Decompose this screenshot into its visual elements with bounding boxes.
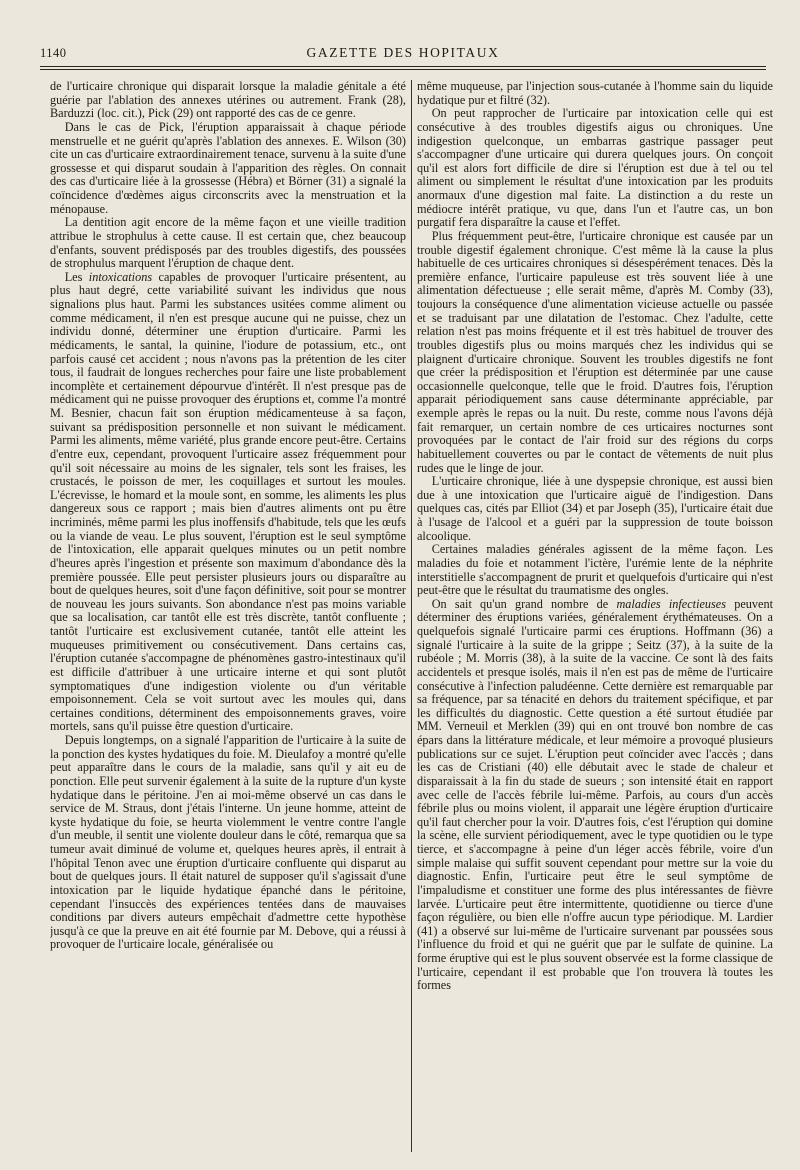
- paragraph: L'urticaire chronique, liée à une dyspepsie chronique, est aussi bien due à une intoxication que l'urticaire aiguë de l'indigestion. Dans quelques cas, cités par Elliot (34) et par Joseph (35), l'urticaire était due à l'usage de l'alcool et a guéri par la suppression de toute boisson alcoolique.: [417, 474, 773, 543]
- paragraph: [417, 598, 773, 993]
- paragraph: [50, 271, 406, 734]
- column-divider: [411, 80, 412, 1152]
- header-rule-bottom: [40, 69, 766, 70]
- paragraph-text: capables de provoquer l'urticaire présentent, au plus haut degré, cette variabilité suivant les individus que nous signalions plus haut. Parmi les substances usitées comme aliment ou comme médicament, il n'en est presque aucune qui ne puisse, chez un individu donné, déterminer une éruption d'urticaire. Parmi les médicaments, le santal, la quinine, l'iodure de potassium, etc., ont parfois causé cet accident ; nous n'avons pas la prétention de les citer tous, il faudrait de longues recherches pour faire une liste probablement incomplète et certainement dépourvue d'intérêt. Il n'est presque pas de médicament qui ne puisse provoquer des éruptions et, comme l'a montré M. Besnier, chacun fait son éruption médicamenteuse à sa façon, suivant sa prédisposition personnelle et non suivant le médicament. Parmi les aliments, même variété, plus grande encore peut-être. Certains d'entre eux, cependant, provoquent l'urticaire assez fréquemment pour qu'il soit nécessaire au moins de les signaler, tels sont les fraises, les crustacés, le poisson de mer, les coquillages et surtout les moules. L'écrevisse, le homard et la moule sont, en somme, les aliments les plus dangereux sous ce rapport ; mais bien d'autres aliments ont pu être incriminés, même parmi les plus inoffensifs d'habitude, tels que les œufs ou la viande de veau. Le plus souvent, l'éruption est le seul symptôme de l'intoxication, elle apparait quelques minutes ou un petit nombre d'heures après l'ingestion et présente son maximum d'abondance dès la première poussée. Elle peut persister plusieurs jours ou disparaître au bout de quelques heures, soit d'une façon définitive, soit pour se montrer de nouveau les jours suivants. Son abondance n'est pas moins variable que sa localisation, car tantôt elle est très discrète, tantôt confluente ; tantôt l'urticaire est exclusivement cutanée, tantôt elle atteint les muqueuses primitivement ou consécutivement. Dans certains cas, l'éruption cutanée s'accompagne de phénomènes gastro-intestinaux qu'il est difficile d'attribuer à une urticaire interne et qui sont plutôt symptomatiques d'une indigestion violente ou d'un véritable empoisonnement. Cela se voit surtout avec les moules qui, dans certaines conditions, déterminent des empoisonnements graves, voire mortels, sans qu'il puisse être question d'urticaire.: [50, 269, 406, 734]
- page-number: 1140: [40, 46, 67, 60]
- paragraph-text: peuvent déterminer des éruptions variées, généralement érythémateuses. On a quelquefois signalé l'urticaire parmi ces éruptions. Hoffmann (36) a signalé l'urticaire à la suite de la grippe ; Seitz (37), à la suite de la rubéole ; M. Morris (38), à la suite de la vaccine. Ce sont là des faits accidentels et presque isolés, mais il n'en est pas de même de l'urticaire consécutive à l'infection paludéenne. Cette dernière est remarquable par sa fréquence, par sa ténacité en dehors du traitement spécifique, et par les difficultés du diagnostic. Cette question a été surtout étudiée par MM. Verneuil et Merklen (39) qui en ont trouvé bon nombre de cas épars dans la littérature médicale, et leur mémoire a provoqué plusieurs publications sur ce sujet. L'éruption peut coïncider avec l'accès ; dans les cas de Cristiani (40) elle débutait avec le stade de chaleur et disparaissait à la fin du stade de sueurs ; son intensité était en rapport avec celle de l'accès fébrile lui-même. Parfois, au cours d'un accès fébrile plus ou moins violent, il apparait une légère éruption d'urticaire qu'il faut chercher pour la voir. D'autres fois, c'est l'éruption qui domine la scène, elle survient périodiquement, avec le type quotidien ou le type tierce, et s'accompagne à peine d'un léger accès fébrile, voire d'un simple malaise qui suffit souvent cependant pour mettre sur la voie du diagnostic. Enfin, l'urticaire peut être le seul symptôme de l'impaludisme et constituer une forme des plus intéressantes de fièvre larvée. L'urticaire peut être intermittente, quotidienne ou tierce d'une façon régulière, ou bien elle n'offre aucun type périodique. M. Lardier (41) a observé sur lui-même de l'urticaire survenant par poussées sous l'influence du froid et qui ne guérit que par le sulfate de quinine. La forme éruptive qui est le plus souvent observée est la forme classique de l'urticaire, cependant il est probable que l'on trouvera là toutes les formes: [417, 596, 773, 993]
- paragraph-lead: Les: [64, 269, 83, 284]
- paragraph: Plus fréquemment peut-être, l'urticaire chronique est causée par un trouble digestif également chronique. C'est même là la cause la plus habituelle de ces urticaires chroniques si désespérément tenaces. Dès la première enfance, l'urticaire papuleuse est très souvent liée à une alimentation défectueuse ; elle serait même, d'après M. Comby (33), toujours la conséquence d'une alimentation vicieuse actuelle ou passée et se traduisant par une dilatation de l'estomac. Chez l'adulte, cette relation n'est pas moins fréquente et il est très habituel de trouver des troubles digestifs plus ou moins marqués chez les individus qui se plaignent d'urticaire chronique. Souvent les troubles digestifs ne font que créer la prédisposition et l'éruption est déterminée par une cause occasionnelle quelconque, telle que le froid. D'autres fois, l'éruption apparait périodiquement sans cause déterminante appréciable, par exemple après le repas ou la nuit. Du reste, comme nous l'avons déjà fait remarquer, un certain nombre de ces urticaires nocturnes sont provoquées par le contact de l'air froid sur des régions du corps habituellement couvertes ou par le contact de vêtements de nuit plus rudes que le linge de jour.: [417, 228, 773, 475]
- paragraph: Depuis longtemps, on a signalé l'apparition de l'urticaire à la suite de la ponction des kystes hydatiques du foie. M. Dieulafoy a montré qu'elle peut apparaître dans le cours de la maladie, sans qu'il y ait eu de ponction. Elle peut survenir également à la suite de la rupture d'un kyste hydatique dans le péritoine. J'en ai moi-même observé un cas dans le service de M. Straus, dont j'étais l'interne. Un jeune homme, atteint de kyste hydatique du foie, se heurta violemment le ventre contre l'angle d'un meuble, il sentit une violente douleur dans le côté, remarqua que sa tumeur avait diminué de volume et, quelques heures après, il entrait à l'hôpital Tenon avec une éruption d'urticaire confluente qui disparut au bout de quelques jours. Il était naturel de supposer qu'il s'agissait d'une intoxication par le liquide hydatique épanché dans le péritoine, cependant l'insuccès des expériences tentées dans de mauvaises conditions par divers auteurs empêchait d'admettre cette hypothèse jusqu'à ce que la preuve en ait été fournie par M. Debove, qui a réussi à provoquer de l'urticaire locale, généralisée ou: [50, 733, 406, 952]
- paragraph: même muqueuse, par l'injection sous-cutanée à l'homme sain du liquide hydatique pur et filtré (32).: [417, 80, 773, 107]
- paragraph-lead: On sait qu'un grand nombre de: [431, 596, 609, 611]
- left-column: [50, 80, 406, 1158]
- emphasis-term: maladies infectieuses: [616, 596, 727, 611]
- paragraph: Dans le cas de Pick, l'éruption apparaissait à chaque période menstruelle et ne guérit qu'après l'ablation des annexes. E. Wilson (30) cite un cas d'urticaire extraordinairement tenace, survenu à la suite d'une grossesse et qui disparut soudain à l'apparition des règles. On connait des cas d'urticaire liée à la grossesse (Hébra) et Börner (31) a signalé la coïncidence d'œdèmes aigus circonscrits avec la menstruation et la ménopause.: [50, 119, 406, 216]
- page-header: [40, 44, 766, 64]
- paragraph: de l'urticaire chronique qui disparait lorsque la maladie génitale a été guérie par l'ablation des annexes utérines ou autrement. Frank (28), Barduzzi (loc. cit.), Pick (29) ont rapporté des cas de ce genre.: [50, 80, 406, 121]
- paragraph: Certaines maladies générales agissent de la même façon. Les maladies du foie et notamment l'ictère, l'urémie lente de la néphrite interstitielle s'accompagnent de prurit et quelquefois d'urticaire qui n'est peut-être que le résultat du traumatisme des ongles.: [417, 542, 773, 598]
- header-rule-top: [40, 66, 766, 67]
- paragraph: La dentition agit encore de la même façon et une vieille tradition attribue le strophulus à cette cause. Il est certain que, chez beaucoup d'enfants, souvent prédisposés par des troubles digestifs, des poussées de strophulus marquent l'éruption de chaque dent.: [50, 215, 406, 271]
- paragraph: On peut rapprocher de l'urticaire par intoxication celle qui est consécutive à des troubles digestifs aigus ou chroniques. Une indigestion quelconque, un embarras gastrique passager peut s'accompagner d'une urticaire qui durera quelques jours. On conçoit qu'il est alors fort difficile de dire si l'éruption est due à tel ou tel aliment ou simplement le résultat d'une intoxication par les produits anormaux d'une digestion mal faite. La distinction a du reste un médiocre intérêt pratique, vu que, dans l'un et l'autre cas, un bon purgatif fera disparaître la cause et l'effet.: [417, 106, 773, 230]
- emphasis-term: intoxications: [88, 269, 153, 284]
- right-column: [417, 80, 773, 1158]
- running-title: GAZETTE DES HOPITAUX: [306, 45, 500, 60]
